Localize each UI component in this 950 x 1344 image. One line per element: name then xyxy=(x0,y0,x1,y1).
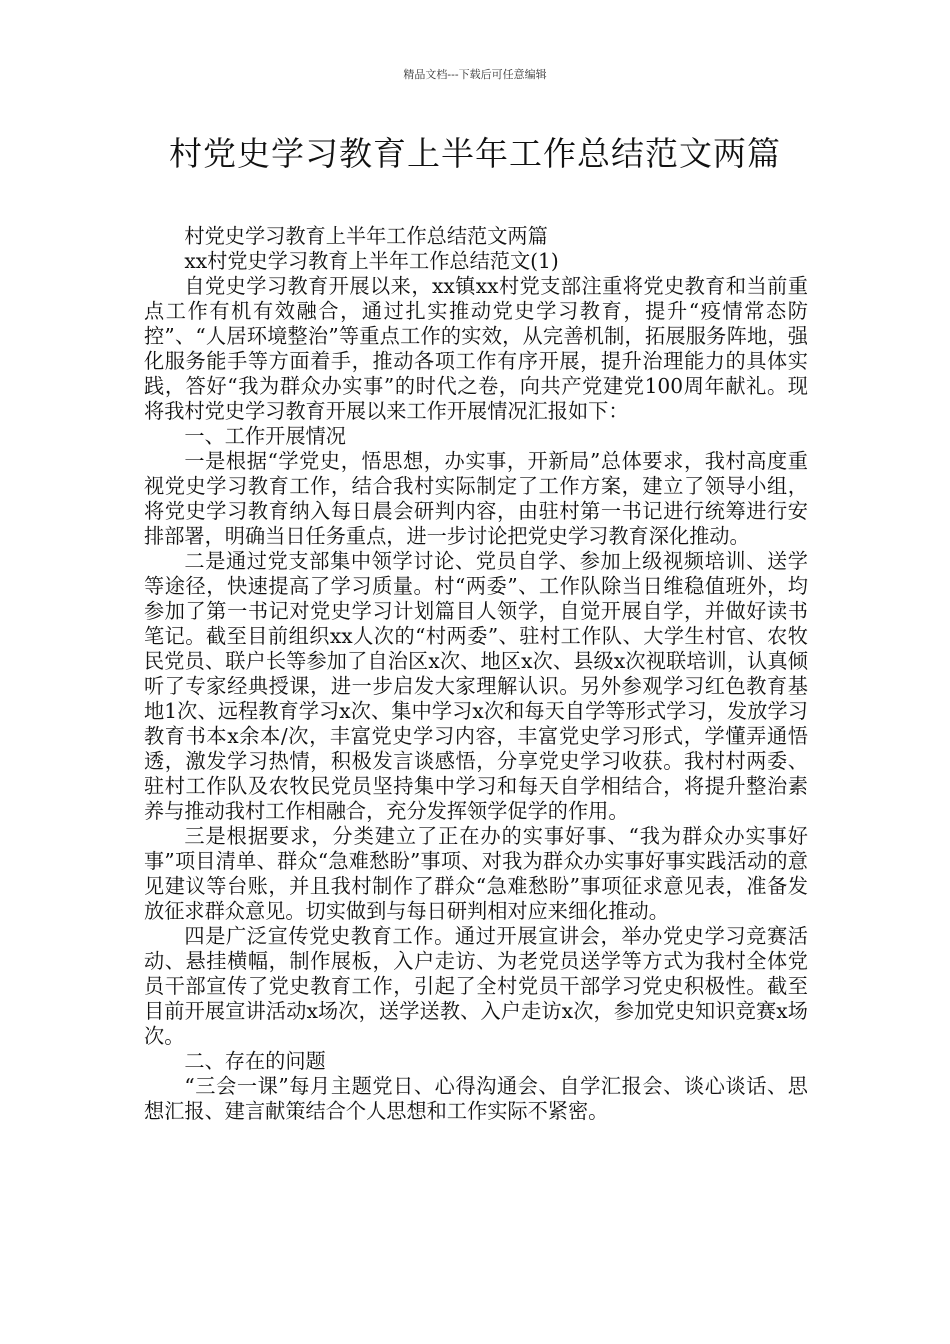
paragraph-section-title: xx村党史学习教育上半年工作总结范文(1) xyxy=(184,249,559,273)
header-note: 精品文档---下载后可任意编辑 xyxy=(403,68,547,81)
paragraph-point-4: 四是广泛宣传党史教育工作。通过开展宣讲会，举办党史学习竞赛活动、悬挂横幅，制作展板，入户走访、为老党员送学等方式为我村全体党员干部宣传了党史教育工作，引起了全村党员干部学习党史积极性。截至目前开展宣讲活动x场次，送学送教、入户走访x次，参加党史知识竞赛x场次。 xyxy=(144,924,808,1048)
paragraph-subtitle: 村党史学习教育上半年工作总结范文两篇 xyxy=(184,224,548,248)
heading-work-progress: 一、工作开展情况 xyxy=(184,424,346,448)
paragraph-problem-1: “三会一课”每月主题党日、心得沟通会、自学汇报会、谈心谈话、思想汇报、建言献策结合个人思想和工作实际不紧密。 xyxy=(144,1074,808,1123)
document-title: 村党史学习教育上半年工作总结范文两篇 xyxy=(169,134,781,173)
paragraph-point-1: 一是根据“学党史，悟思想，办实事，开新局”总体要求，我村高度重视党史学习教育工作，结合我村实际制定了工作方案，建立了领导小组，将党史学习教育纳入每日晨会研判内容，由驻村第一书记进行统筹进行安排部署，明确当日任务重点，进一步讨论把党史学习教育深化推动。 xyxy=(144,449,808,548)
document-body xyxy=(144,224,808,1124)
heading-problems: 二、存在的问题 xyxy=(184,1049,326,1073)
paragraph-point-2: 二是通过党支部集中领学讨论、党员自学、参加上级视频培训、送学等途径，快速提高了学习质量。村“两委”、工作队除当日维稳值班外，均参加了第一书记对党史学习计划篇目人领学，自觉开展自学，并做好读书笔记。截至目前组织xx人次的“村两委”、驻村工作队、大学生村官、农牧民党员、联户长等参加了自治区x次、地区x次、县级x次视联培训，认真倾听了专家经典授课，进一步启发大家理解认识。另外参观学习红色教育基地1次、远程教育学习x次、集中学习x次和每天自学等形式学习，发放学习教育书本x余本/次，丰富党史学习内容，丰富党史学习形式，学懂弄通悟透，激发学习热情，积极发言谈感悟，分享党史学习收获。我村村两委、驻村工作队及农牧民党员坚持集中学习和每天自学相结合，将提升整治素养与推动我村工作相融合，充分发挥领学促学的作用。 xyxy=(144,549,808,823)
paragraph-point-3: 三是根据要求，分类建立了正在办的实事好事、“我为群众办实事好事”项目清单、群众“急难愁盼”事项、对我为群众办实事好事实践活动的意见建议等台账，并且我村制作了群众“急难愁盼”事项征求意见表，准备发放征求群众意见。切实做到与每日研判相对应来细化推动。 xyxy=(144,824,808,923)
paragraph-intro: 自党史学习教育开展以来，xx镇xx村党支部注重将党史教育和当前重点工作有机有效融合，通过扎实推动党史学习教育，提升“疫情常态防控”、“人居环境整治”等重点工作的实效，从完善机制，拓展服务阵地，强化服务能手等方面着手，推动各项工作有序开展，提升治理能力的具体实践，答好“我为群众办实事”的时代之卷，向共产党建党100周年献礼。现将我村党史学习教育开展以来工作开展情况汇报如下： xyxy=(144,274,808,423)
